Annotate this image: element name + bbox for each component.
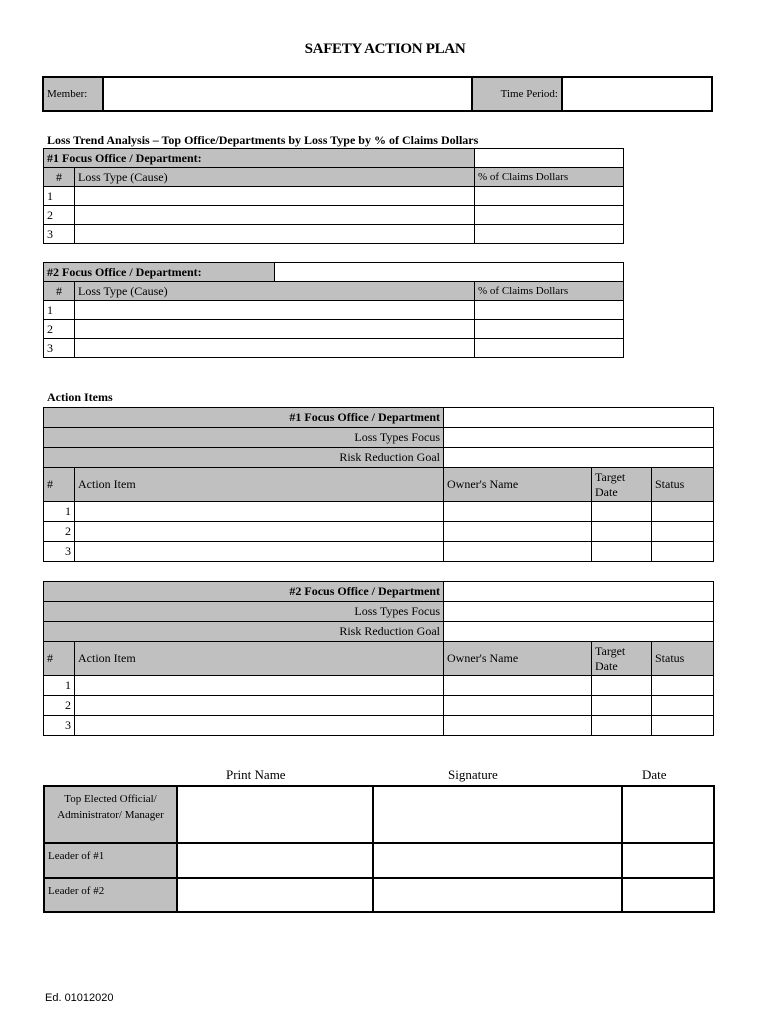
time-period-field[interactable] — [562, 77, 712, 111]
action-table-1 — [43, 407, 714, 562]
status-cell[interactable] — [652, 502, 714, 522]
print-name-cell[interactable] — [177, 786, 373, 843]
focus2-office-field[interactable] — [444, 582, 714, 602]
target-date-cell[interactable] — [592, 676, 652, 696]
date-cell[interactable] — [622, 786, 714, 843]
focus1-office-label: #1 Focus Office / Department — [44, 408, 444, 428]
row-number: 1 — [44, 676, 75, 696]
status-cell[interactable] — [652, 522, 714, 542]
row-number: 2 — [44, 206, 75, 225]
action-item-cell[interactable] — [75, 542, 444, 562]
loss-type-cell[interactable] — [75, 225, 475, 244]
signer-leader1-label: Leader of #1 — [44, 843, 177, 878]
loss-type-cell[interactable] — [75, 320, 475, 339]
loss-table-2 — [43, 262, 624, 358]
claims-pct-cell[interactable] — [475, 320, 624, 339]
status-cell[interactable] — [652, 696, 714, 716]
risk-goal-label: Risk Reduction Goal — [44, 448, 444, 468]
loss-type-header: Loss Type (Cause) — [75, 168, 475, 187]
loss-type-cell[interactable] — [75, 187, 475, 206]
loss-type-cell[interactable] — [75, 206, 475, 225]
target-date-cell[interactable] — [592, 502, 652, 522]
owner-name-header: Owner's Name — [444, 642, 592, 676]
col-num-header: # — [44, 168, 75, 187]
row-number: 3 — [44, 716, 75, 736]
row-number: 2 — [44, 696, 75, 716]
print-name-cell[interactable] — [177, 878, 373, 912]
owner-cell[interactable] — [444, 696, 592, 716]
claims-pct-cell[interactable] — [475, 187, 624, 206]
member-field[interactable] — [103, 77, 472, 111]
action-item-cell[interactable] — [75, 502, 444, 522]
claims-pct-header: % of Claims Dollars — [475, 168, 624, 187]
loss-table-1 — [43, 148, 624, 244]
focus1-field[interactable] — [475, 149, 624, 168]
action-item-header: Action Item — [75, 642, 444, 676]
claims-pct-cell[interactable] — [475, 225, 624, 244]
target-date-cell[interactable] — [592, 522, 652, 542]
focus2-label-text: #2 Focus Office / Department: — [47, 264, 202, 279]
focus1-label — [44, 149, 475, 168]
signer-leader2-label: Leader of #2 — [44, 878, 177, 912]
action-item-cell[interactable] — [75, 676, 444, 696]
focus2-field[interactable] — [275, 263, 624, 282]
print-name-cell[interactable] — [177, 843, 373, 878]
status-cell[interactable] — [652, 542, 714, 562]
risk-goal-field[interactable] — [444, 448, 714, 468]
print-name-header: Print Name — [226, 767, 286, 782]
row-number: 2 — [44, 522, 75, 542]
date-header: Date — [642, 767, 667, 782]
signature-headers — [0, 767, 770, 783]
loss-types-focus-label: Loss Types Focus — [44, 602, 444, 622]
owner-cell[interactable] — [444, 676, 592, 696]
focus2-office-label: #2 Focus Office / Department — [44, 582, 444, 602]
action-item-cell[interactable] — [75, 716, 444, 736]
time-period-label: Time Period: — [472, 77, 562, 111]
loss-types-focus-label: Loss Types Focus — [44, 428, 444, 448]
col-num-header: # — [44, 642, 75, 676]
claims-pct-cell[interactable] — [475, 301, 624, 320]
row-number: 2 — [44, 320, 75, 339]
signer-official-label: Top Elected Official/ Administrator/ Manager — [44, 786, 177, 843]
focus2-label — [44, 263, 275, 282]
risk-goal-field[interactable] — [444, 622, 714, 642]
target-date-cell[interactable] — [592, 696, 652, 716]
claims-pct-cell[interactable] — [475, 206, 624, 225]
page-title: SAFETY ACTION PLAN — [304, 41, 466, 57]
action-item-cell[interactable] — [75, 522, 444, 542]
col-num-header: # — [44, 468, 75, 502]
loss-type-header: Loss Type (Cause) — [75, 282, 475, 301]
focus1-office-field[interactable] — [444, 408, 714, 428]
status-cell[interactable] — [652, 716, 714, 736]
loss-type-cell[interactable] — [75, 339, 475, 358]
row-number: 3 — [44, 339, 75, 358]
owner-cell[interactable] — [444, 542, 592, 562]
status-header: Status — [652, 642, 714, 676]
signature-cell[interactable] — [373, 878, 622, 912]
member-period-table — [42, 76, 713, 112]
target-date-header: Target Date — [592, 468, 652, 502]
claims-pct-header: % of Claims Dollars — [475, 282, 624, 301]
date-cell[interactable] — [622, 843, 714, 878]
owner-cell[interactable] — [444, 502, 592, 522]
focus1-label-text: #1 Focus Office / Department: — [47, 150, 202, 165]
action-items-title: Action Items — [47, 390, 113, 404]
target-date-header: Target Date — [592, 642, 652, 676]
status-cell[interactable] — [652, 676, 714, 696]
action-item-cell[interactable] — [75, 696, 444, 716]
signature-table — [43, 785, 715, 913]
target-date-cell[interactable] — [592, 542, 652, 562]
signature-cell[interactable] — [373, 843, 622, 878]
row-number: 3 — [44, 542, 75, 562]
col-num-header: # — [44, 282, 75, 301]
claims-pct-cell[interactable] — [475, 339, 624, 358]
owner-cell[interactable] — [444, 716, 592, 736]
owner-name-header: Owner's Name — [444, 468, 592, 502]
loss-types-focus-field[interactable] — [444, 602, 714, 622]
status-header: Status — [652, 468, 714, 502]
row-number: 1 — [44, 187, 75, 206]
loss-type-cell[interactable] — [75, 301, 475, 320]
loss-trend-title: Loss Trend Analysis – Top Office/Departments by Loss Type by % of Claims Dollars — [47, 133, 479, 147]
signature-header: Signature — [448, 767, 498, 782]
action-item-header: Action Item — [75, 468, 444, 502]
risk-goal-label: Risk Reduction Goal — [44, 622, 444, 642]
loss-types-focus-field[interactable] — [444, 428, 714, 448]
member-label: Member: — [43, 77, 103, 111]
owner-cell[interactable] — [444, 522, 592, 542]
target-date-cell[interactable] — [592, 716, 652, 736]
row-number: 1 — [44, 301, 75, 320]
action-table-2 — [43, 581, 714, 736]
date-cell[interactable] — [622, 878, 714, 912]
edition-label: Ed. 01012020 — [45, 992, 114, 1004]
row-number: 3 — [44, 225, 75, 244]
row-number: 1 — [44, 502, 75, 522]
signature-cell[interactable] — [373, 786, 622, 843]
